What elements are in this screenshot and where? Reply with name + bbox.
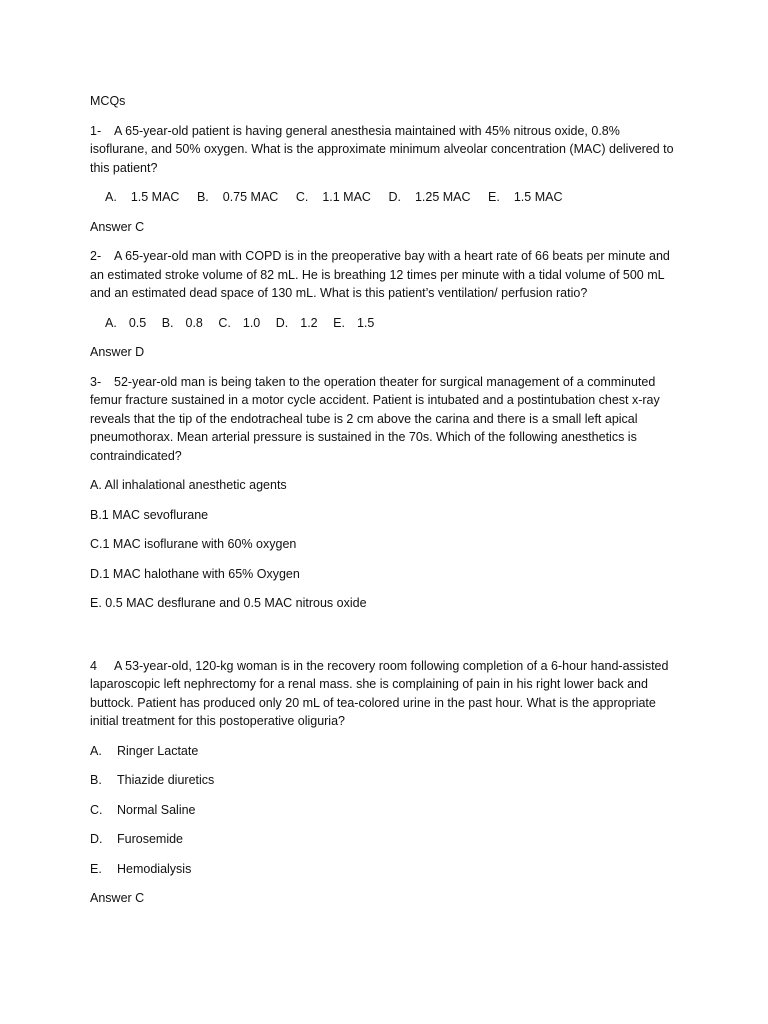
question-1-option-c: C. 1.1 MAC: [295, 190, 371, 204]
question-1-option-a: A. 1.5 MAC: [105, 190, 180, 204]
question-4-text: A 53-year-old, 120-kg woman is in the recovery room following completion of a 6-hour hand-assisted laparoscopic left nephrectomy for a renal mass. she is complaining of pain in his right lower back and buttock. Patient has produced only 20 mL of tea-colored urine in the past hour. What is the appropriate initial treatment for this postoperative oliguria?: [90, 658, 669, 728]
question-2-number: 2-: [90, 249, 102, 263]
question-2-text: A 65-year-old man with COPD is in the preoperative bay with a heart rate of 66 beats per minute and an estimated stroke volume of 82 mL. He is breathing 12 times per minute with a tidal volume of 500 mL and an estimated dead space of 130 mL. What is this patient’s ventilation/ perfusion ratio?: [90, 249, 670, 300]
question-1: [90, 122, 680, 178]
question-3: [90, 373, 680, 466]
question-4-option-d: D. Furosemide: [90, 832, 183, 846]
question-4-number: 4: [90, 658, 97, 673]
question-1-answer: Answer C: [90, 219, 145, 234]
question-1-option-e: E. 1.5 MAC: [488, 190, 563, 204]
question-3-option-a: A. All inhalational anesthetic agents: [90, 478, 287, 492]
document-content: [90, 92, 680, 919]
question-3-option-b: B.1 MAC sevoflurane: [90, 507, 209, 522]
question-2-option-c: C. 1.0: [218, 315, 261, 330]
question-2-options: [105, 314, 680, 333]
question-3-number: 3-: [90, 374, 102, 389]
question-1-options: [105, 188, 680, 207]
question-3-option-d: D.1 MAC halothane with 65% Oxygen: [90, 566, 300, 581]
question-1-number: 1-: [90, 123, 102, 138]
question-4-option-e: E. Hemodialysis: [90, 861, 192, 876]
question-3-option-c: C.1 MAC isoflurane with 60% oxygen: [90, 537, 297, 551]
question-1-option-b: B. 0.75 MAC: [196, 190, 279, 204]
question-3-text: 52-year-old man is being taken to the operation theater for surgical management of a comminuted femur fracture sustained in a motor cycle accident. Patient is intubated and a postintubation chest x-ray reveals that the tip of the endotracheal tube is 2 cm above the carina and there is a small left apical pneumothorax. Mean arterial pressure is sustained in the 70s. Which of the following anesthetics is contraindicated?: [90, 374, 660, 463]
question-4-option-b: B. Thiazide diuretics: [90, 773, 215, 787]
question-4-answer: Answer C: [90, 891, 145, 905]
question-3-option-e: E. 0.5 MAC desflurane and 0.5 MAC nitrous oxide: [90, 596, 367, 610]
question-2-answer: Answer D: [90, 345, 145, 359]
section-spacer: [90, 624, 680, 657]
question-2-option-a: A. 0.5: [105, 315, 147, 330]
question-4-option-c: C. Normal Saline: [90, 802, 196, 817]
page-heading: MCQs: [90, 94, 126, 108]
question-2-option-b: B. 0.8: [161, 315, 203, 330]
question-2: [90, 247, 680, 303]
question-2-option-e: E. 1.5: [333, 315, 375, 330]
question-4: [90, 657, 680, 731]
question-2-option-d: D. 1.2: [275, 315, 318, 330]
question-1-option-d: D. 1.25 MAC: [388, 190, 471, 204]
question-4-option-a: A. Ringer Lactate: [90, 743, 199, 758]
question-1-text: A 65-year-old patient is having general anesthesia maintained with 45% nitrous oxide, 0.8% isoflurane, and 50% oxygen. What is the approximate minimum alveolar concentration (MAC) delivered to this patient?: [90, 123, 674, 175]
